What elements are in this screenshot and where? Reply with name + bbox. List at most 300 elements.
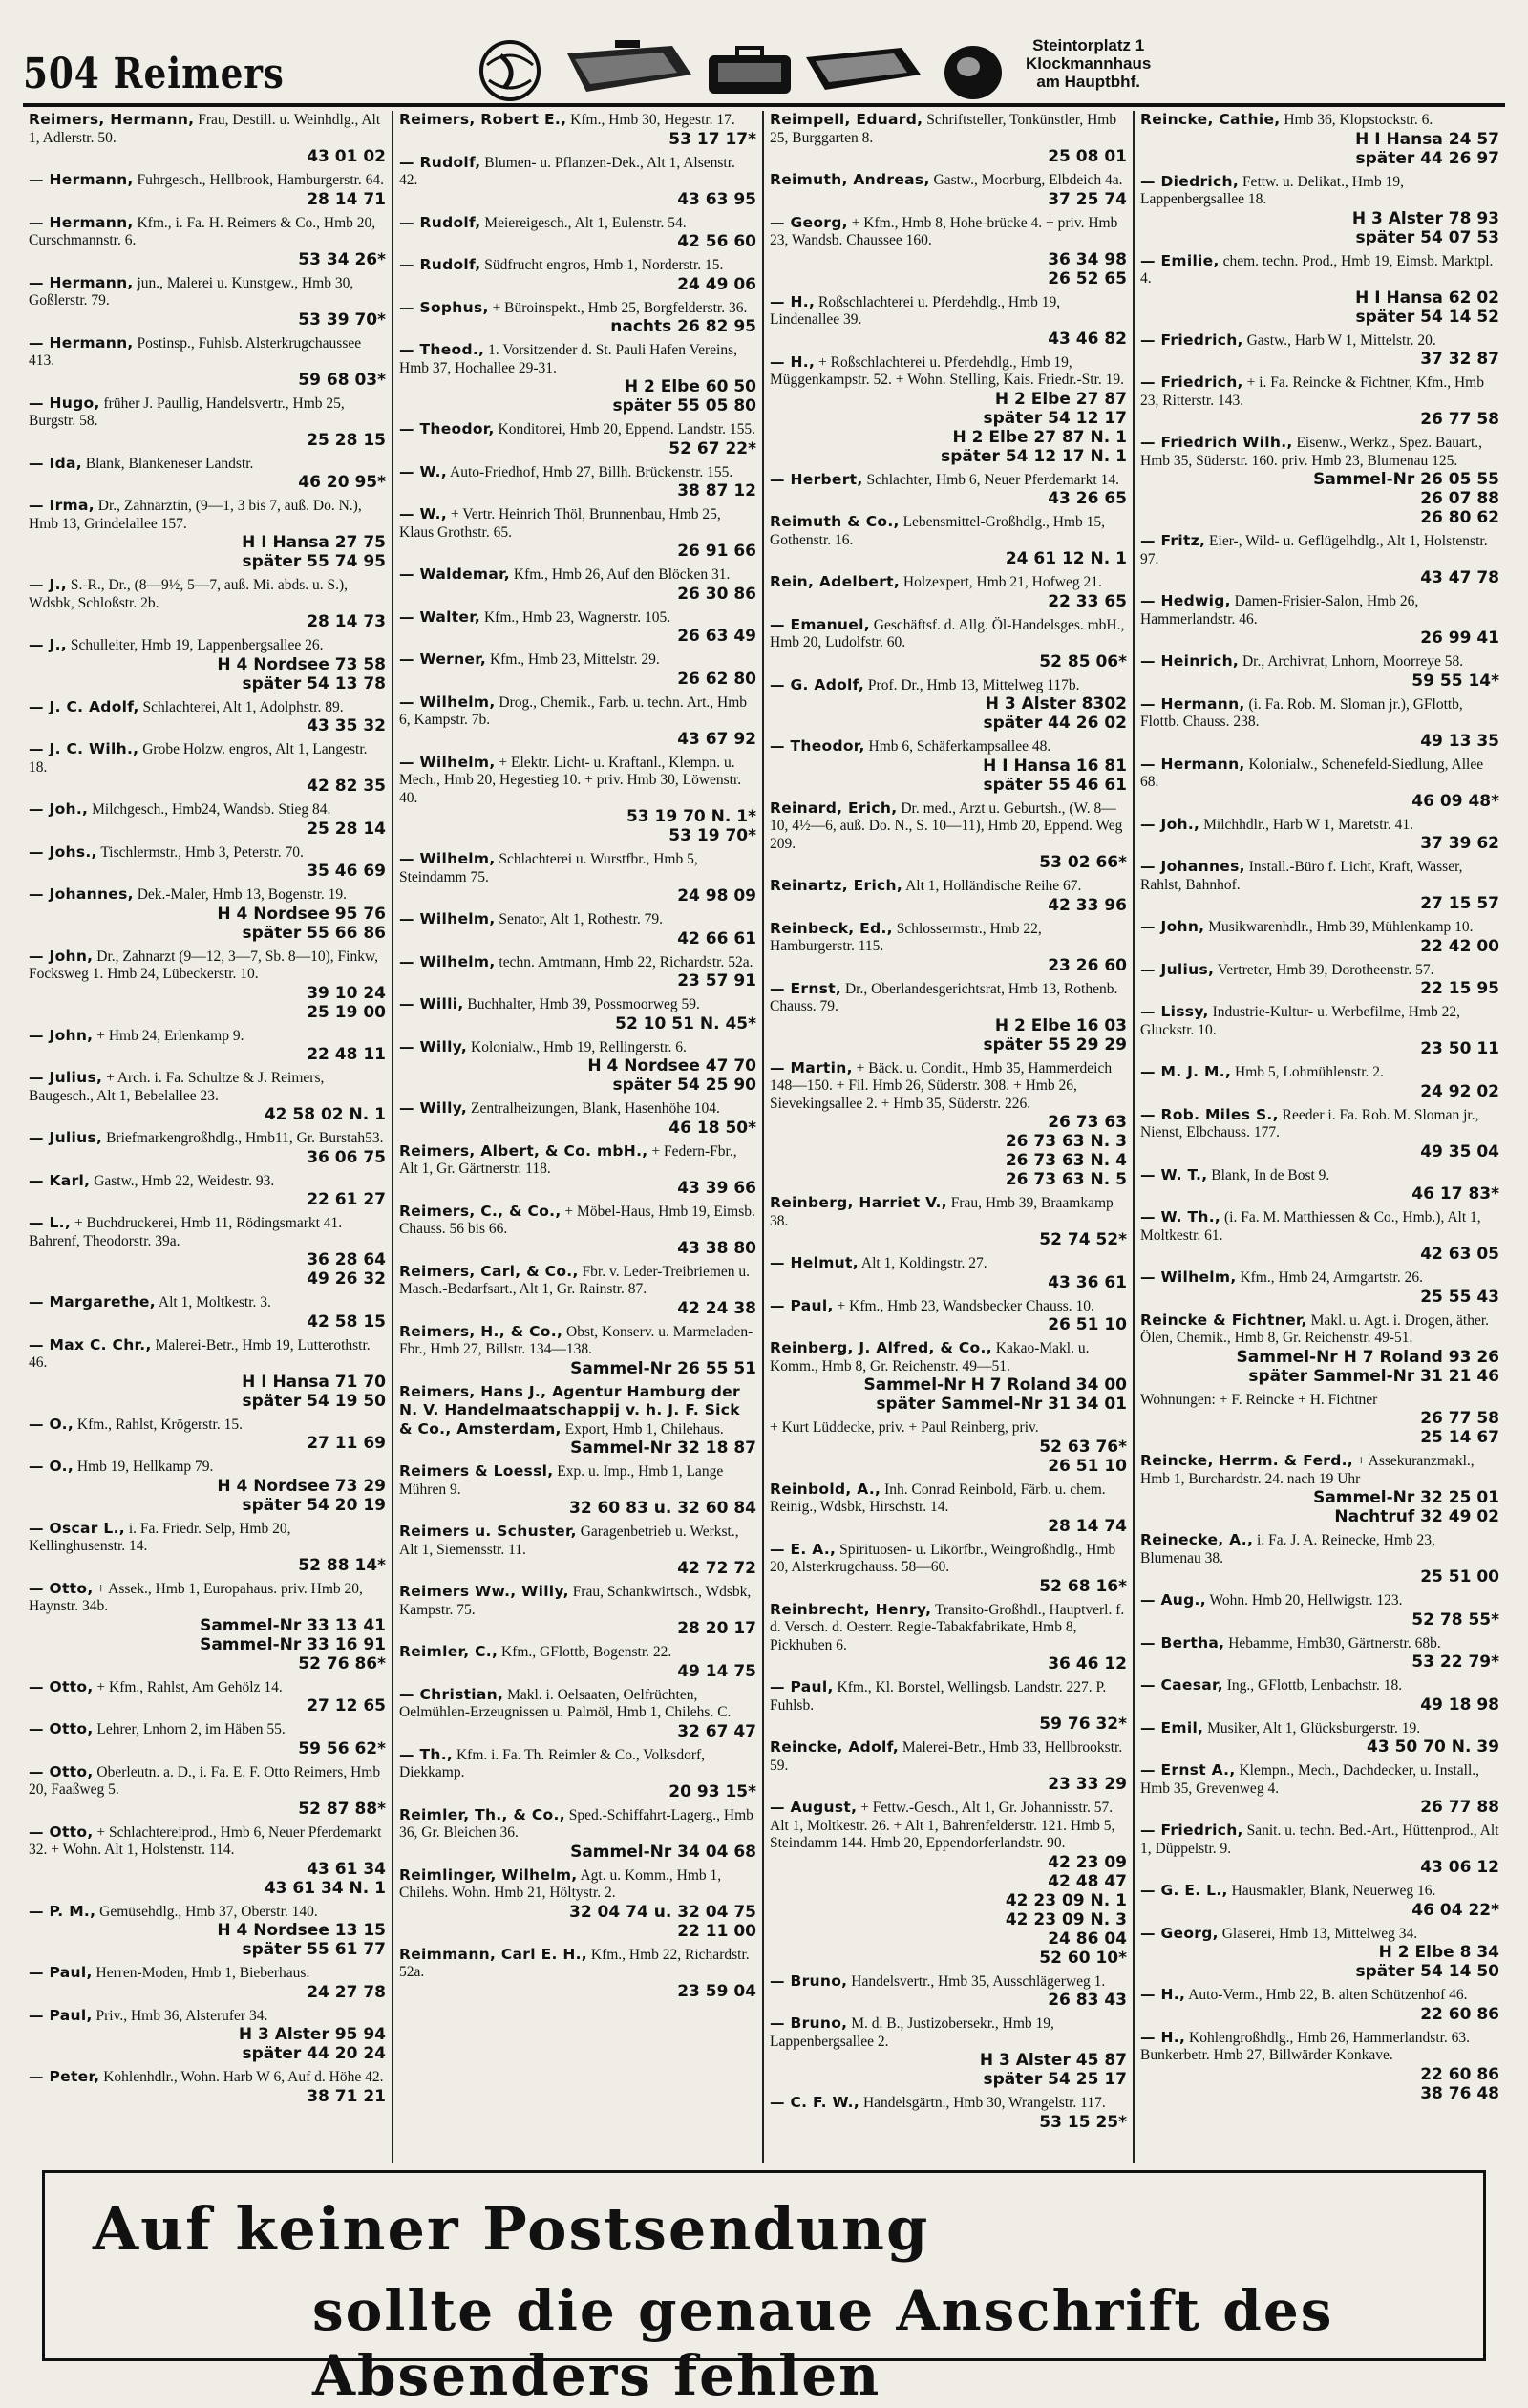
directory-entry <box>1140 1452 1499 1526</box>
header-rule <box>23 103 1505 107</box>
phone-number: 25 08 01 <box>1048 147 1127 166</box>
phone-number: 25 28 15 <box>307 430 386 450</box>
entry-name: — Werner, <box>399 650 487 668</box>
phone-number: 36 28 64 <box>307 1250 386 1269</box>
directory-entry <box>29 1129 386 1167</box>
page-number-title <box>23 50 285 98</box>
phone-number: Nachtruf 32 49 02 <box>1334 1507 1499 1526</box>
phone-number: 22 11 00 <box>677 1921 756 1941</box>
entry-details: Blank, In de Bost 9. <box>1211 1166 1330 1183</box>
entry-name: — Friedrich, <box>1140 373 1243 391</box>
phone-number: H 3 Alster 95 94 <box>238 2025 386 2044</box>
entry-name: — Hermann, <box>29 213 134 231</box>
entry-name: — W., <box>399 462 448 480</box>
entry-name: — G. E. L., <box>1140 1882 1228 1899</box>
entry-name: — Friedrich, <box>1140 330 1243 349</box>
entry-details: (i. Fa. Rob. M. Sloman jr.), GFlottb, Flottb. Chauss. 238. <box>1140 695 1463 730</box>
handbag-icon <box>944 46 1002 99</box>
entry-details: + Arch. i. Fa. Schultze & J. Reimers, Baugesch., Alt 1, Bebelallee 23. <box>29 1070 325 1104</box>
directory-entry <box>1140 1925 1499 1982</box>
directory-entry <box>1140 816 1499 854</box>
directory-entry <box>1140 532 1499 587</box>
entry-name: — Emil, <box>1140 1718 1204 1737</box>
phone-number: später 54 19 50 <box>242 1391 386 1411</box>
entry-name: — E. A., <box>770 1540 837 1558</box>
phone-number: 32 04 74 u. 32 04 75 <box>568 1902 756 1922</box>
entry-name: — Rudolf, <box>399 256 481 273</box>
entry-details: Herren-Moden, Hmb 1, Bieberhaus. <box>96 1965 310 1981</box>
entry-name: Reinberg, J. Alfred, & Co., <box>770 1339 992 1356</box>
directory-entry <box>399 754 756 846</box>
directory-entry <box>770 799 1127 873</box>
phone-number: 36 46 12 <box>1048 1654 1127 1673</box>
entry-details: Geschäftsf. d. Allg. Öl-Handelsges. mbH., Hmb 20, Ludolfstr. 60. <box>770 616 1125 650</box>
phone-number: H 4 Nordsee 95 76 <box>217 904 386 924</box>
globe-icon <box>481 42 539 99</box>
phone-number: 20 93 15* <box>668 1781 756 1801</box>
entry-name: — Hermann, <box>29 171 134 188</box>
phone-number: 52 10 51 N. 45* <box>615 1013 756 1034</box>
briefcase-icon <box>709 48 791 94</box>
directory-entry <box>29 1069 386 1124</box>
phone-number: 22 33 65 <box>1048 591 1127 611</box>
entry-details: Wohn. Hmb 20, Hellwigstr. 123. <box>1209 1592 1403 1609</box>
directory-entry <box>770 513 1127 568</box>
phone-number: Sammel-Nr 32 25 01 <box>1313 1488 1499 1507</box>
phone-number: H 2 Elbe 27 87 N. 1 <box>952 427 1127 447</box>
entry-name: — Theodor, <box>399 420 495 437</box>
phone-number: später 54 13 78 <box>242 673 386 693</box>
phone-number: 43 06 12 <box>1420 1858 1499 1877</box>
phone-number: 52 85 06* <box>1039 651 1127 671</box>
entry-name: Reimers, Carl, & Co., <box>399 1262 579 1280</box>
entry-name: — Caesar, <box>1140 1676 1223 1694</box>
phone-number: H I Hansa 71 70 <box>242 1372 386 1392</box>
entry-details: Auto-Verm., Hmb 22, B. alten Schützenhof 46. <box>1188 1987 1468 2003</box>
ad-line: Klockmannhaus <box>1026 54 1152 73</box>
phone-number: 24 27 78 <box>307 1982 386 2002</box>
phone-number: 23 59 04 <box>677 1981 756 2001</box>
entry-name: — Heinrich, <box>1140 652 1240 670</box>
entry-details: + Elektr. Licht- u. Kraftanl., Klempn. u. Mech., Hmb 20, Hegestieg 10. + priv. Hmb 30, Löwenstr. 40. <box>399 754 742 806</box>
phone-number: 53 22 79* <box>1411 1652 1499 1672</box>
directory-entry <box>1140 592 1499 648</box>
entry-details: Schlachterei u. Wurstfbr., Hmb 5, Steindamm 75. <box>399 851 698 885</box>
phone-number: später 54 25 17 <box>983 2070 1127 2089</box>
entry-details: Milchhdlr., Harb W 1, Maretstr. 41. <box>1203 816 1413 833</box>
entry-name: — Paul, <box>770 1296 834 1314</box>
phone-number: 52 67 22* <box>668 438 756 458</box>
phone-number: 42 82 35 <box>307 777 386 796</box>
entry-details: 1. Vorsitzender d. St. Pauli Hafen Vereins, Hmb 37, Hochallee 29-31. <box>399 342 738 376</box>
phone-number: 53 19 70 N. 1* <box>626 807 756 826</box>
entry-details: Fuhrgesch., Hellbrook, Hamburgerstr. 64. <box>137 172 385 188</box>
phone-number: 26 83 43 <box>1048 1991 1127 2010</box>
directory-entry <box>29 885 386 943</box>
entry-details: + Bäck. u. Condit., Hmb 35, Hammerdeich 148—150. + Fil. Hmb 26, Süderstr. 308. + Hmb 26, Sievekingsallee 2. + Hmb 35, Süderstr. 226. <box>770 1059 1113 1112</box>
phone-number: Sammel-Nr 34 04 68 <box>570 1842 756 1862</box>
directory-entry <box>770 111 1127 166</box>
phone-number: 26 51 10 <box>1048 1456 1127 1476</box>
phone-number: 42 33 96 <box>1048 895 1127 915</box>
entry-details: jun., Malerei u. Kunstgew., Hmb 30, Goßlerstr. 79. <box>29 274 354 309</box>
entry-details: Eier-, Wild- u. Geflügelhdlg., Alt 1, Holstenstr. 97. <box>1140 533 1488 567</box>
entry-name: — Sophus, <box>399 298 489 316</box>
phone-number: H 2 Elbe 8 34 <box>1378 1943 1499 1962</box>
entry-details: Hebamme, Hmb30, Gärtnerstr. 68b. <box>1228 1634 1441 1652</box>
phone-number: Sammel-Nr H 7 Roland 93 26 <box>1236 1347 1499 1367</box>
entry-details: Klempn., Mech., Dachdecker, u. Install., Hmb 35, Grevenweg 4. <box>1140 1762 1480 1797</box>
directory-entry <box>399 1686 756 1741</box>
entry-name: — W., <box>399 505 448 522</box>
entry-name: Reimuth, Andreas, <box>770 171 930 188</box>
entry-name: — August, <box>770 1799 858 1816</box>
entry-name: — Peter, <box>29 2068 100 2085</box>
directory-entry <box>770 877 1127 915</box>
directory-entry <box>1140 1591 1499 1630</box>
page-title: Reimers <box>113 50 285 98</box>
directory-entry <box>1140 1882 1499 1920</box>
entry-name: — Ida, <box>29 454 82 472</box>
entry-details: Eisenw., Werkz., Spez. Bauart., Hmb 35, Süderstr. 160. priv. Hmb 23, Blumenau 125. <box>1140 435 1483 469</box>
directory-entry <box>29 843 386 882</box>
entry-details: + Kfm., Hmb 23, Wandsbecker Chauss. 10. <box>837 1297 1094 1314</box>
entry-name: Reimers, Hans J., Agentur Hamburg der N. V. Handelmaatschappij v. h. J. F. Sick & Co., Amsterdam, <box>399 1382 740 1438</box>
phone-number: H 4 Nordsee 73 58 <box>217 654 386 674</box>
entry-details: M. d. B., Justizobersekr., Hmb 19, Lappenbergsallee 2. <box>770 2015 1054 2050</box>
entry-name: — Joh., <box>29 800 89 818</box>
entry-name: — Bruno, <box>770 2014 848 2032</box>
entry-details: Milchgesch., Hmb24, Wandsb. Stieg 84. <box>92 801 331 818</box>
phone-number: 27 15 57 <box>1420 894 1499 913</box>
directory-entry <box>399 1263 756 1318</box>
phone-number: 52 88 14* <box>298 1555 386 1575</box>
directory-entry <box>1140 173 1499 247</box>
directory-column-1 <box>23 111 393 2163</box>
entry-details: + Fettw.-Gesch., Alt 1, Gr. Johannisstr. 57. Alt 1, Moltkestr. 26. + Alt 1, Bahrenfelderstr. 121. Hmb 5, Steindamm 144. Hmb 20, Eppendorferlandstr. 90. <box>770 1800 1115 1851</box>
entry-name: — Rudolf, <box>399 213 481 231</box>
entry-name: Reinbeck, Ed., <box>770 919 893 937</box>
phone-number: H I Hansa 62 02 <box>1355 288 1499 308</box>
phone-number: 24 61 12 N. 1 <box>1005 549 1127 568</box>
phone-number: 22 61 27 <box>307 1190 386 1209</box>
entry-name: — Rob. Miles S., <box>1140 1105 1279 1123</box>
entry-name: Reincke & Fichtner, <box>1140 1311 1307 1329</box>
entry-details: + Federn-Fbr., Alt 1, Gr. Gärtnerstr. 118. <box>399 1142 737 1177</box>
phone-number: H 4 Nordsee 73 29 <box>217 1476 386 1496</box>
suitcase-icon <box>567 40 691 92</box>
directory-entry <box>29 1823 386 1898</box>
directory-entry <box>399 995 756 1034</box>
phone-number: H I Hansa 16 81 <box>983 756 1127 776</box>
entry-name: Reimers Ww., Willy, <box>399 1583 569 1600</box>
entry-details: chem. techn. Prod., Hmb 19, Eimsb. Marktpl. 4. <box>1140 252 1494 287</box>
directory-entry <box>29 1763 386 1819</box>
entry-name: Rein, Adelbert, <box>770 573 901 590</box>
directory-entry <box>399 111 756 149</box>
directory-entry <box>399 1383 756 1459</box>
entry-name: Reimers u. Schuster, <box>399 1523 577 1540</box>
entry-name: — H., <box>770 352 816 371</box>
phone-number: 26 07 88 <box>1420 489 1499 508</box>
directory-entry <box>399 1643 756 1681</box>
directory-entry <box>1140 1634 1499 1673</box>
entry-name: — Karl, <box>29 1171 91 1189</box>
entry-details: Frau, Schankwirtsch., Wdsbk, Kampstr. 75. <box>399 1584 752 1618</box>
entry-details: Prof. Dr., Hmb 13, Mittelweg 117b. <box>867 676 1080 693</box>
phone-number: 25 28 14 <box>307 819 386 839</box>
directory-entry <box>399 1203 756 1258</box>
directory-entry <box>1140 1311 1499 1386</box>
entry-details: Meiereigesch., Alt 1, Eulenstr. 54. <box>484 214 687 231</box>
entry-details: Hausmakler, Blank, Neuerweg 16. <box>1231 1883 1436 1899</box>
directory-entry <box>399 608 756 647</box>
directory-entry <box>399 214 756 252</box>
directory-entry <box>399 565 756 604</box>
phone-number: 26 73 63 <box>1048 1113 1127 1132</box>
entry-name: — Paul, <box>29 1964 93 1981</box>
directory-entry <box>29 497 386 571</box>
phone-number: 59 68 03* <box>298 370 386 390</box>
entry-name: — Otto, <box>29 1762 94 1780</box>
directory-entry <box>770 1059 1127 1190</box>
phone-number: 52 78 55* <box>1411 1609 1499 1630</box>
phone-number: 52 60 10* <box>1039 1948 1127 1968</box>
phone-number: 26 99 41 <box>1420 629 1499 648</box>
directory-entry <box>770 737 1127 795</box>
phone-number: 49 14 75 <box>677 1661 756 1681</box>
entry-name: — Friedrich, <box>1140 1822 1243 1839</box>
entry-name: — Johannes, <box>1140 858 1245 875</box>
page-number: 504 <box>23 50 100 98</box>
entry-name: — M. J. M., <box>1140 1063 1232 1080</box>
entry-details: + Kurt Lüddecke, priv. + Paul Reinberg, priv. <box>770 1419 1039 1436</box>
entry-name: — Th., <box>399 1745 454 1763</box>
entry-details: Roßschlachterei u. Pferdehdlg., Hmb 19, Lindenallee 39. <box>770 293 1061 328</box>
directory-entry <box>399 693 756 749</box>
entry-details: Kohlenhdlr., Wohn. Harb W 6, Auf d. Höhe 42. <box>103 2069 384 2085</box>
directory-entry <box>1140 1003 1499 1058</box>
directory-entry <box>29 1903 386 1960</box>
entry-details: Schlachter, Hmb 6, Neuer Pferdemarkt 14. <box>866 471 1119 488</box>
phone-number: 42 23 09 <box>1048 1852 1127 1872</box>
phone-number: 43 39 66 <box>677 1178 756 1198</box>
phone-number: 26 73 63 N. 5 <box>1005 1170 1127 1189</box>
directory-entry <box>29 1416 386 1454</box>
directory-entry <box>770 980 1127 1055</box>
entry-details: Glaserei, Hmb 13, Mittelweg 34. <box>1221 1925 1418 1942</box>
directory-entry <box>399 1099 756 1138</box>
phone-number: 26 77 88 <box>1420 1798 1499 1817</box>
phone-number: 49 13 35 <box>1420 731 1499 751</box>
entry-details: Zentralheizungen, Blank, Hasenhöhe 104. <box>471 1100 720 1117</box>
entry-details: Gastw., Moorburg, Elbdeich 4a. <box>933 172 1123 188</box>
entry-details: Kfm., Hmb 22, Richardstr. 52a. <box>399 1946 750 1980</box>
directory-entry <box>29 274 386 330</box>
phone-number: später 55 61 77 <box>242 1940 386 1959</box>
directory-entry <box>1140 1063 1499 1101</box>
entry-details: Schriftsteller, Tonkünstler, Hmb 25, Burggarten 8. <box>770 112 1117 146</box>
entry-name: — Otto, <box>29 1579 94 1597</box>
entry-name: Reimpell, Eduard, <box>770 111 923 128</box>
directory-entry <box>29 2068 386 2106</box>
entry-details: Malerei-Betr., Hmb 19, Lutterothstr. 46. <box>29 1336 371 1371</box>
entry-details: Inh. Conrad Reinbold, Färb. u. chem. Reinig., Wdsbk, Hirschstr. 14. <box>770 1481 1106 1515</box>
entry-name: — Wilhelm, <box>399 910 496 927</box>
phone-number: 52 63 76* <box>1039 1437 1127 1457</box>
phone-number: 23 50 11 <box>1420 1039 1499 1058</box>
travel-case-icon <box>806 48 921 90</box>
directory-columns <box>23 111 1505 2163</box>
phone-number: 49 26 32 <box>307 1269 386 1289</box>
entry-name: — Willi, <box>399 995 464 1012</box>
phone-number: 24 92 02 <box>1420 1081 1499 1101</box>
entry-name: Reimers, Albert, & Co. mbH., <box>399 1141 648 1160</box>
phone-number: 43 01 02 <box>307 147 386 166</box>
directory-entry <box>1140 1106 1499 1161</box>
entry-details: Kfm., Hmb 23, Mittelstr. 29. <box>489 651 660 668</box>
directory-entry <box>1140 961 1499 999</box>
directory-entry <box>29 214 386 269</box>
entry-name: Reimmann, Carl E. H., <box>399 1945 587 1963</box>
phone-number: später 54 25 90 <box>612 1076 756 1095</box>
entry-details: Handelsgärtn., Hmb 30, Wrangelstr. 117. <box>862 2095 1106 2111</box>
phone-number: später 54 14 52 <box>1355 307 1499 327</box>
entry-name: — Wilhelm, <box>399 952 496 970</box>
entry-name: — Georg, <box>1140 1924 1219 1942</box>
phone-number: 28 14 71 <box>307 189 386 209</box>
entry-details: Schlossermstr., Hmb 22, Hamburgerstr. 115. <box>770 920 1042 954</box>
phone-number: später 44 26 97 <box>1355 148 1499 168</box>
entry-details: Garagenbetrieb u. Werkst., Alt 1, Siemensstr. 11. <box>399 1524 739 1558</box>
phone-number: 42 24 38 <box>677 1298 756 1318</box>
directory-entry <box>1140 1531 1499 1587</box>
entry-details: (i. Fa. M. Matthiessen & Co., Hmb.), Alt 1, Moltkestr. 61. <box>1140 1209 1481 1244</box>
entry-details: + Assek., Hmb 1, Europahaus. priv. Hmb 20, Haynstr. 34b. <box>29 1580 363 1614</box>
advertisement-address <box>1026 36 1151 91</box>
directory-entry <box>1140 111 1499 168</box>
directory-entry <box>29 800 386 839</box>
entry-name: — Theod., <box>399 341 485 358</box>
banner-line-1: Auf keiner Postsendung <box>93 2194 930 2264</box>
directory-entry <box>770 1799 1127 1968</box>
directory-entry <box>770 1481 1127 1536</box>
entry-name: — Bertha, <box>1140 1633 1225 1652</box>
phone-number: 38 71 21 <box>307 2086 386 2106</box>
entry-details: Handelsvertr., Hmb 35, Ausschlägerweg 1. <box>851 1972 1106 1990</box>
directory-entry <box>1140 918 1499 956</box>
entry-details: Musikwarenhdlr., Hmb 39, Mühlenkamp 10. <box>1208 919 1474 935</box>
entry-name: — Diedrich, <box>1140 172 1240 190</box>
phone-number: später 54 07 53 <box>1355 227 1499 247</box>
entry-name: — L., <box>29 1214 72 1231</box>
directory-entry <box>770 353 1127 466</box>
phone-number: Sammel-Nr 26 55 51 <box>570 1358 756 1378</box>
directory-entry <box>770 1194 1127 1249</box>
phone-number: Sammel-Nr H 7 Roland 34 00 <box>863 1375 1127 1395</box>
directory-entry <box>770 1972 1127 2011</box>
entry-name: Reinberg, Harriet V., <box>770 1194 947 1211</box>
entry-name: — Emanuel, <box>770 615 870 633</box>
directory-entry <box>399 650 756 689</box>
entry-name: — J., <box>29 576 67 593</box>
phone-number: 36 06 75 <box>307 1147 386 1167</box>
entry-name: — G. Adolf, <box>770 675 865 693</box>
entry-name: — Paul, <box>29 2006 93 2024</box>
entry-name: — Otto, <box>29 1720 94 1737</box>
entry-details: Postinsp., Fuhlsb. Alsterkrugchaussee 413. <box>29 334 362 369</box>
phone-number: nachts 26 82 95 <box>610 317 756 336</box>
directory-entry <box>1140 1268 1499 1307</box>
phone-number: später Sammel-Nr 31 21 46 <box>1248 1366 1499 1386</box>
entry-name: Reimers & Loessl, <box>399 1462 554 1480</box>
entry-name: Reinbold, A., <box>770 1480 881 1498</box>
entry-name: Reinartz, Erich, <box>770 877 903 894</box>
entry-name: — Georg, <box>770 213 848 231</box>
phone-number: später 54 12 17 <box>983 408 1127 428</box>
entry-details: Makl. u. Agt. i. Drogen, äther. Ölen, Chemik., Hmb 8, Gr. Reichenstr. 49-51. <box>1140 1311 1490 1346</box>
entry-details: Hmb 6, Schäferkampsallee 48. <box>868 738 1051 755</box>
entry-details: Lehrer, Lnhorn 2, im Häben 55. <box>96 1721 286 1737</box>
directory-entry <box>29 1580 386 1673</box>
entry-name: — J. C. Adolf, <box>29 697 139 715</box>
entry-name: — John, <box>29 1026 94 1044</box>
phone-number: 46 20 95* <box>298 473 386 492</box>
phone-number: 26 62 80 <box>677 669 756 689</box>
entry-name: — John, <box>1140 918 1205 935</box>
phone-number: 25 14 67 <box>1420 1428 1499 1447</box>
entry-details: + Büroinspekt., Hmb 25, Borgfelderstr. 36. <box>492 299 748 316</box>
entry-details: Alt 1, Holländische Reihe 67. <box>905 878 1082 894</box>
directory-entry <box>399 910 756 948</box>
directory-entry <box>1140 252 1499 327</box>
entry-name: — Ernst, <box>770 979 842 997</box>
phone-number: 53 02 66* <box>1039 853 1127 872</box>
directory-entry <box>399 1946 756 2001</box>
directory-entry <box>399 505 756 561</box>
entry-name: — Johannes, <box>29 885 134 903</box>
phone-number: später 55 66 86 <box>242 923 386 943</box>
directory-column-2 <box>393 111 764 2163</box>
entry-details: Kfm., Hmb 23, Wagnerstr. 105. <box>483 608 671 626</box>
entry-details: Dek.-Maler, Hmb 13, Bogenstr. 19. <box>137 886 348 903</box>
entry-details: Gastw., Hmb 22, Weidestr. 93. <box>94 1172 275 1189</box>
directory-entry <box>399 1142 756 1198</box>
entry-name: — P. M., <box>29 1902 96 1920</box>
entry-details: Sped.-Schiffahrt-Lagerg., Hmb 36, Gr. Bleichen 36. <box>399 1806 753 1841</box>
entry-name: — Hugo, <box>29 394 100 412</box>
entry-name: Reimlinger, Wilhelm, <box>399 1865 578 1884</box>
directory-entry <box>29 576 386 631</box>
phone-number: 22 60 86 <box>1420 2064 1499 2084</box>
directory-entry <box>399 1866 756 1941</box>
phone-number: später 54 14 50 <box>1355 1962 1499 1981</box>
entry-name: Reincke, Herrm. & Ferd., <box>1140 1452 1353 1469</box>
entry-details: Install.-Büro f. Licht, Kraft, Wasser, Rahlst, Bahnhof. <box>1140 859 1463 893</box>
entry-details: Export, Hmb 1, Chilehaus. <box>564 1420 724 1438</box>
phone-number: 25 19 00 <box>307 1002 386 1022</box>
directory-entry <box>29 2007 386 2064</box>
entry-name: — Johs., <box>29 842 97 861</box>
entry-details: Gemüsehdlg., Hmb 37, Oberstr. 140. <box>99 1903 318 1920</box>
phone-number: 26 63 49 <box>677 627 756 646</box>
phone-number: 52 74 52* <box>1039 1230 1127 1249</box>
entry-name: — Wilhelm, <box>1140 1268 1237 1286</box>
phone-number: 38 76 48 <box>1420 2083 1499 2103</box>
entry-name: Reinbrecht, Henry, <box>770 1600 932 1618</box>
phone-number: 59 76 32* <box>1039 1715 1127 1734</box>
entry-details: Alt 1, Moltkestr. 3. <box>158 1294 271 1311</box>
